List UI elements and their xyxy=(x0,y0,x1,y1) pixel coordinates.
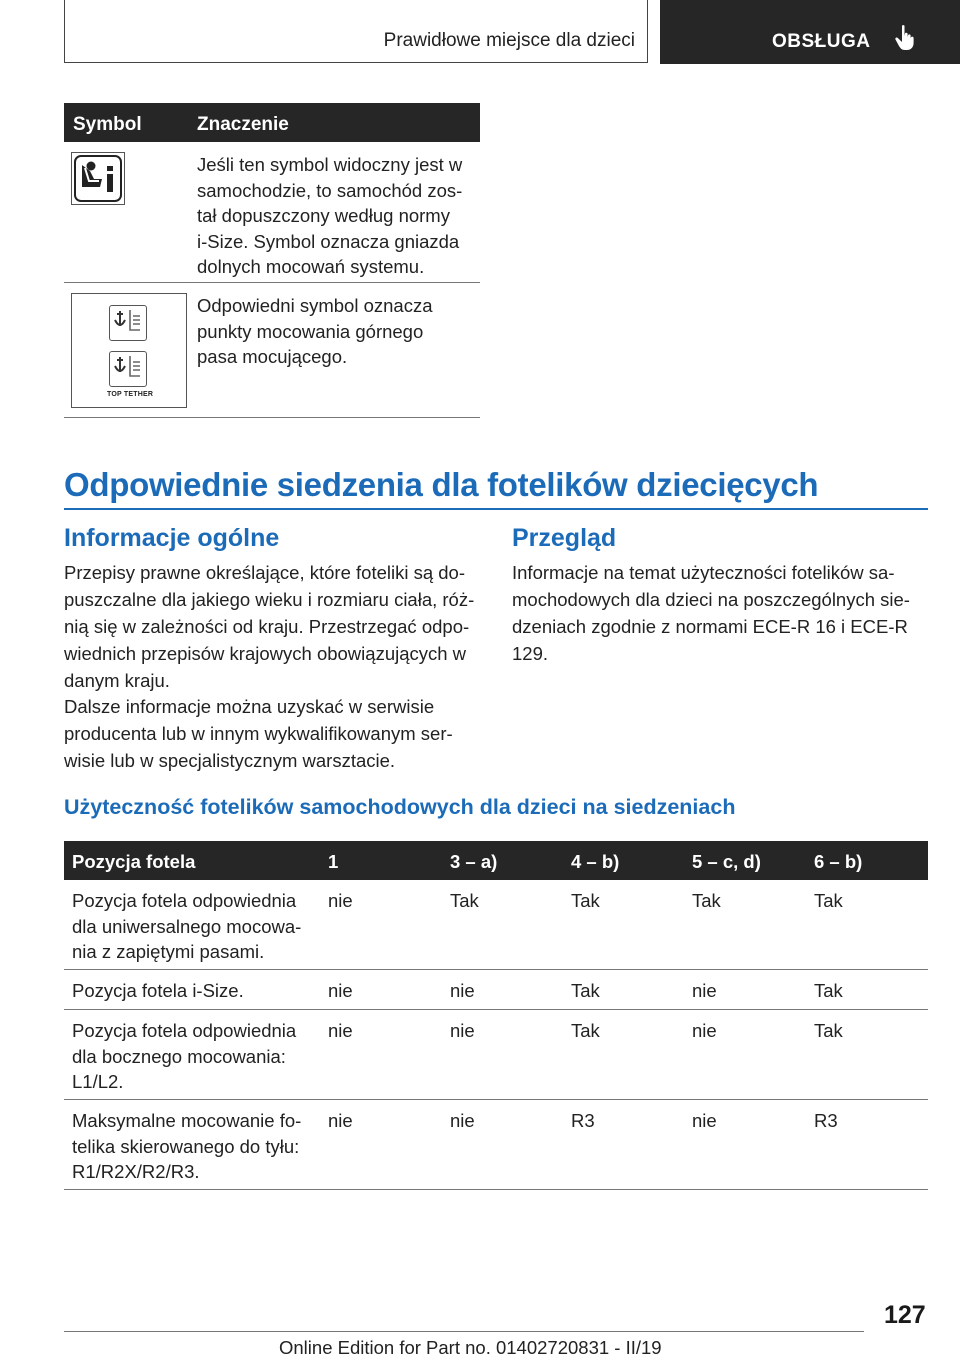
row-label xyxy=(72,1108,312,1185)
text-line: Dalsze informacje można uzyskać w serwisie xyxy=(64,696,435,717)
table-cell: R3 xyxy=(814,1110,838,1131)
table-cell: nie xyxy=(328,890,353,911)
table-row xyxy=(64,1010,928,1100)
table-cell: nie xyxy=(692,1110,717,1131)
table-cell: Tak xyxy=(814,1020,843,1041)
header-section-box xyxy=(64,0,648,63)
text-line: L1/L2. xyxy=(72,1071,124,1092)
table-cell: nie xyxy=(692,1020,717,1041)
usability-subheading: Użyteczność fotelików samochodowych dla dzieci na siedzeniach xyxy=(64,795,736,819)
text-line: mochodowych dla dzieci na poszczególnych sie- xyxy=(512,589,910,610)
table-row xyxy=(64,970,928,1010)
text-line: Pozycja fotela odpowiednia xyxy=(72,1020,297,1041)
top-tether-caption: TOP TETHER xyxy=(107,391,154,398)
usability-table-header xyxy=(64,841,928,880)
anchor-seat-icon xyxy=(109,305,147,341)
symbol-meaning-top-tether xyxy=(197,293,482,370)
text-line: punkty mocowania górnego xyxy=(197,320,424,342)
col-header: 1 xyxy=(328,851,339,872)
text-line: Informacje na temat użyteczności fotelików sa- xyxy=(512,562,895,583)
table-cell: nie xyxy=(328,980,353,1001)
table-cell: Tak xyxy=(450,890,479,911)
col-header-meaning: Znaczenie xyxy=(197,114,289,135)
page-number: 127 xyxy=(884,1301,926,1329)
text-line: wiednich przepisów krajowych obowiązujących w xyxy=(64,643,467,664)
row-label xyxy=(72,978,312,1004)
table-cell: R3 xyxy=(571,1110,595,1131)
general-info-heading: Informacje ogólne xyxy=(64,524,280,552)
col-header: Pozycja fotela xyxy=(72,851,196,872)
table-cell: nie xyxy=(328,1020,353,1041)
text-line: danym kraju. xyxy=(64,670,170,691)
table-cell: nie xyxy=(328,1110,353,1131)
symbol-row-isofix xyxy=(64,142,480,283)
table-cell: Tak xyxy=(692,890,721,911)
overview-heading: Przegląd xyxy=(512,524,617,552)
chapter-label: OBSŁUGA xyxy=(772,31,871,52)
text-line: Przepisy prawne określające, które foteliki są do- xyxy=(64,562,466,583)
text-line: nią się w zależności od kraju. Przestrzegać odpo- xyxy=(64,616,470,637)
section-heading: Odpowiednie siedzenia dla fotelików dziecięcych xyxy=(64,466,819,503)
col-header-symbol: Symbol xyxy=(73,114,142,135)
general-info-paragraph xyxy=(64,559,484,694)
table-row xyxy=(64,880,928,970)
table-cell: Tak xyxy=(571,1020,600,1041)
hand-pointer-icon xyxy=(893,24,917,52)
section-title: Prawidłowe miejsce dla dzieci xyxy=(383,30,635,51)
text-line: dzeniach zgodnie z normami ECE-R 16 i ECE-R xyxy=(512,616,908,637)
col-header: 6 – b) xyxy=(814,851,863,872)
text-line: dla bocznego mocowania: xyxy=(72,1045,286,1067)
col-header: 3 – a) xyxy=(450,851,498,872)
footer-rule xyxy=(64,1331,864,1332)
heading-rule xyxy=(64,508,928,510)
text-line: dla uniwersalnego mocowa- xyxy=(72,915,302,937)
text-line: 129. xyxy=(512,643,549,664)
text-line: Pozycja fotela i-Size. xyxy=(72,980,244,1001)
symbol-row-top-tether xyxy=(64,283,480,418)
text-line: Jeśli ten symbol widoczny jest w xyxy=(197,154,463,175)
table-cell: nie xyxy=(450,1020,475,1041)
text-line: dolnych mocowań systemu. xyxy=(197,256,425,277)
usability-table xyxy=(64,841,928,1190)
text-line: puszczalne dla jakiego wieku i rozmiaru ciała, róż- xyxy=(64,589,475,610)
text-line: i-Size. Symbol oznacza gniazda xyxy=(197,230,460,252)
table-cell: Tak xyxy=(814,890,843,911)
symbol-meaning-isofix xyxy=(197,152,482,280)
table-cell: Tak xyxy=(571,980,600,1001)
text-line: Odpowiedni symbol oznacza xyxy=(197,295,433,316)
top-tether-anchor-icon xyxy=(71,293,187,408)
text-line: samochodzie, to samochód zos- xyxy=(197,179,463,201)
text-line: wisie lub w specjalistycznym warsztacie. xyxy=(64,750,396,771)
text-line: producenta lub w innym wykwalifikowanym ser- xyxy=(64,723,453,744)
text-line: R1/R2X/R2/R3. xyxy=(72,1161,200,1182)
row-label xyxy=(72,1018,312,1095)
col-header: 4 – b) xyxy=(571,851,620,872)
header-chapter-tab xyxy=(660,0,960,64)
col-header: 5 – c, d) xyxy=(692,851,761,872)
overview-paragraph xyxy=(512,559,932,667)
isofix-i-size-icon xyxy=(71,152,125,205)
row-label xyxy=(72,888,312,965)
table-cell: Tak xyxy=(571,890,600,911)
text-line: Pozycja fotela odpowiednia xyxy=(72,890,297,911)
symbol-table xyxy=(64,103,480,418)
text-line: Maksymalne mocowanie fo- xyxy=(72,1110,302,1131)
table-row xyxy=(64,1100,928,1190)
table-cell: nie xyxy=(692,980,717,1001)
edition-note: Online Edition for Part no. 01402720831 - II/19 xyxy=(279,1337,662,1358)
anchor-seat-icon xyxy=(109,351,147,387)
table-cell: Tak xyxy=(814,980,843,1001)
table-cell: nie xyxy=(450,1110,475,1131)
table-cell: nie xyxy=(450,980,475,1001)
symbol-table-header xyxy=(64,103,480,142)
text-line: telika skierowanego do tyłu: xyxy=(72,1135,300,1157)
general-info-paragraph-2 xyxy=(64,693,484,774)
text-line: tał dopuszczony według normy xyxy=(197,205,450,226)
text-line: pasa mocującego. xyxy=(197,346,348,367)
text-line: nia z zapiętymi pasami. xyxy=(72,941,265,962)
